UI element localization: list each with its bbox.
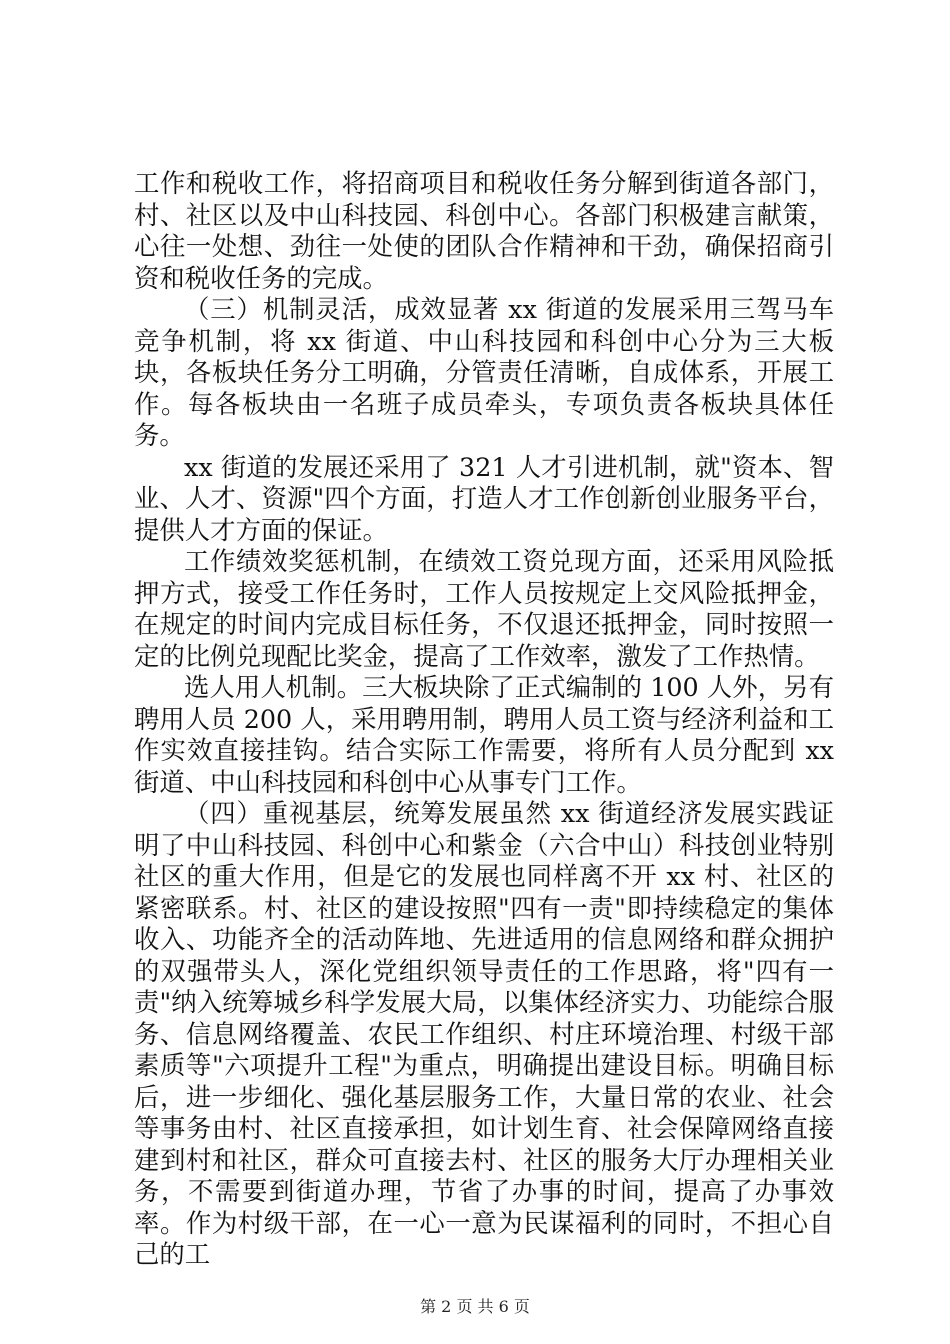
paragraph-section-three: （三）机制灵活，成效显著 xx 街道的发展采用三驾马车竞争机制，将 xx 街道、中山科技园和科创中心分为三大板块，各板块任务分工明确，分管责任清晰，自成体系，开展工作。每各板块由一名班子成员牵头，专项负责各板块具体任务。 <box>134 294 834 450</box>
paragraph-staffing-mechanism: 选人用人机制。三大板块除了正式编制的 100 人外，另有聘用人员 200 人，采用聘用制，聘用人员工资与经济利益和工作实效直接挂钩。结合实际工作需要，将所有人员分配到 xx 街道、中山科技园和科创中心从事专门工作。 <box>134 672 834 797</box>
paragraph-talent-mechanism: xx 街道的发展还采用了 321 人才引进机制，就"资本、智业、人才、资源"四个方面，打造人才工作创新创业服务平台，提供人才方面的保证。 <box>134 451 834 545</box>
paragraph-section-four: （四）重视基层，统筹发展虽然 xx 街道经济发展实践证明了中山科技园、科创中心和紫金（六合中山）科技创业特别社区的重大作用，但是它的发展也同样离不开 xx 村、社区的紧密联系。村、社区的建设按照"四有一责"即持续稳定的集体收入、功能齐全的活动阵地、先进适用的信息网络和群众拥护的双强带头人，深化党组织领导责任的工作思路，将"四有一责"纳入统筹城乡科学发展大局，以集体经济实力、功能综合服务、信息网络覆盖、农民工作组织、村庄环境治理、村级干部素质等"六项提升工程"为重点，明确提出建设目标。明确目标后，进一步细化、强化基层服务工作，大量日常的农业、社会等事务由村、社区直接承担，如计划生育、社会保障网络直接建到村和社区，群众可直接去村、社区的服务大厅办理相关业务，不需要到街道办理，节省了办事的时间，提高了办事效率。作为村级干部，在一心一意为民谋福利的同时，不担心自己的工 <box>134 798 834 1269</box>
paragraph-continuation: 工作和税收工作，将招商项目和税收任务分解到街道各部门，村、社区以及中山科技园、科创中心。各部门积极建言献策，心往一处想、劲往一处使的团队合作精神和干劲，确保招商引资和税收任务的完成。 <box>134 168 834 293</box>
paragraph-performance-mechanism: 工作绩效奖惩机制，在绩效工资兑现方面，还采用风险抵押方式，接受工作任务时，工作人员按规定上交风险抵押金，在规定的时间内完成目标任务，不仅退还抵押金，同时按照一定的比例兑现配比奖金，提高了工作效率，激发了工作热情。 <box>134 546 834 671</box>
document-body <box>134 168 834 1271</box>
page-number-footer: 第 2 页 共 6 页 <box>420 1297 530 1316</box>
